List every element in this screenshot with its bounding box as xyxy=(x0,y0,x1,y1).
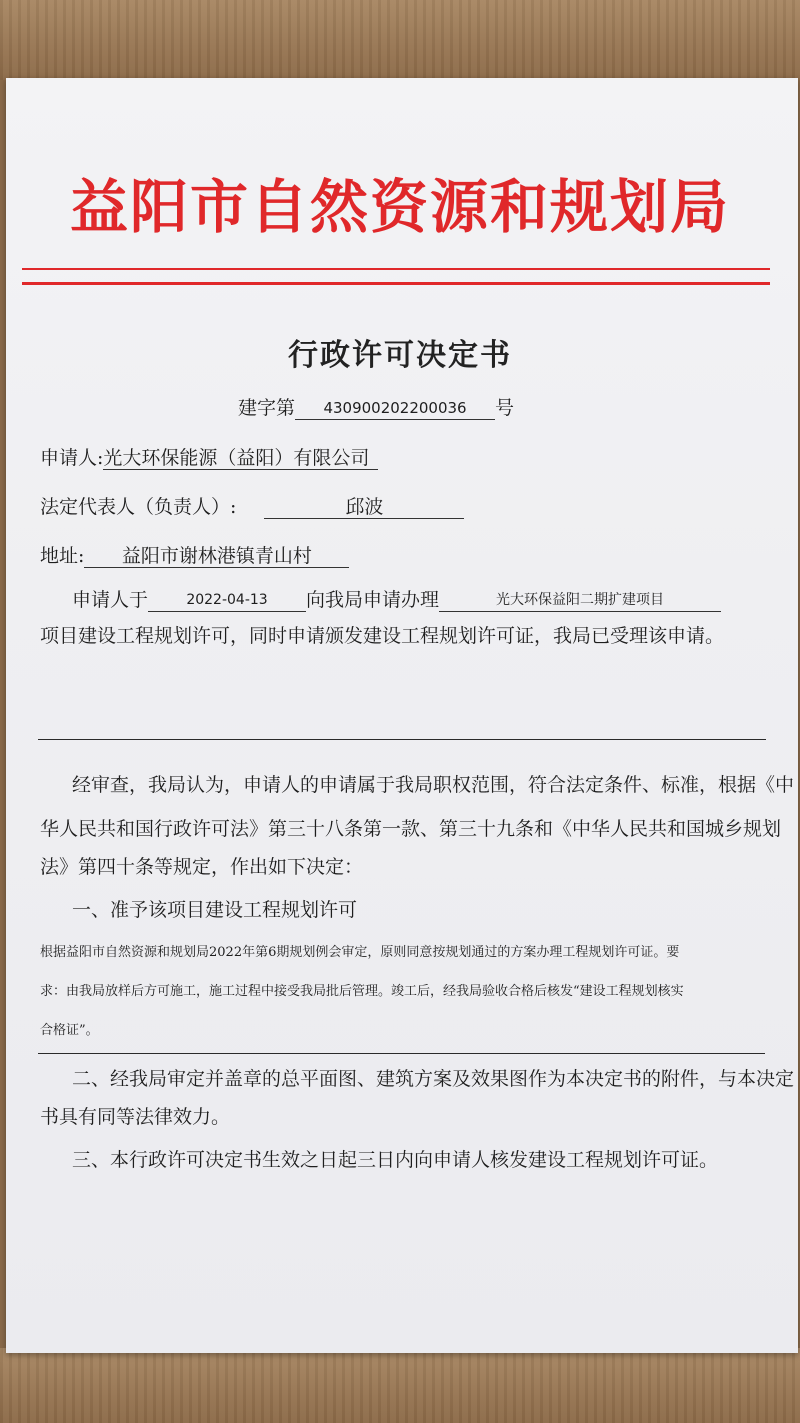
legal-rep-label: 法定代表人（负责人）: xyxy=(40,496,237,518)
decision-item-2-line-2: 书具有同等法律效力。 xyxy=(40,1106,231,1128)
doc-number-suffix: 号 xyxy=(495,397,515,419)
legal-rep-value: 邱波 xyxy=(264,496,464,519)
decision-1-detail-line-1: 根据益阳市自然资源和规划局2022年第6期规划例会审定，原则同意按规划通过的方案办理工程规划许可证。要 xyxy=(40,945,680,960)
review-line-1: 经审查，我局认为，申请人的申请属于我局职权范围，符合法定条件、标准，根据《中 xyxy=(72,774,795,796)
address-label: 地址: xyxy=(40,545,85,567)
blank-fill-rule xyxy=(38,739,766,740)
review-line-2: 华人民共和国行政许可法》第三十八条第一款、第三十九条和《中华人民共和国城乡规划 xyxy=(40,818,782,840)
review-line-3: 法》第四十条等规定，作出如下决定： xyxy=(40,856,364,878)
application-line-1 xyxy=(72,585,721,612)
project-name: 光大环保益阳二期扩建项目 xyxy=(439,589,721,612)
doc-number-prefix: 建字第 xyxy=(238,397,296,419)
document-title: 行政许可决定书 xyxy=(288,338,512,373)
address-value: 益阳市谢林港镇青山村 xyxy=(84,545,349,568)
applicant-row xyxy=(40,443,378,470)
application-date: 2022-04-13 xyxy=(148,589,306,612)
application-part-2: 向我局申请办理 xyxy=(306,589,440,611)
application-line-2: 项目建设工程规划许可，同时申请颁发建设工程规划许可证，我局已受理该申请。 xyxy=(40,625,725,647)
red-header-rule-top xyxy=(22,268,770,270)
red-header-rule-bottom xyxy=(22,282,770,285)
organization-header: 益阳市自然资源和规划局 xyxy=(69,173,730,241)
document-number-row xyxy=(238,393,514,420)
doc-number-value: 430900202200036 xyxy=(295,397,495,420)
applicant-label: 申请人: xyxy=(40,447,104,469)
decision-item-3: 三、本行政许可决定书生效之日起三日内向申请人核发建设工程规划许可证。 xyxy=(72,1149,719,1171)
decision-item-2-line-1: 二、经我局审定并盖章的总平面图、建筑方案及效果图作为本决定书的附件，与本决定 xyxy=(72,1068,795,1090)
legal-representative-row xyxy=(40,492,464,519)
decision-1-detail-line-3: 合格证”。 xyxy=(40,1023,99,1038)
decision-1-underline xyxy=(38,1053,765,1054)
decision-item-1: 一、准予该项目建设工程规划许可 xyxy=(72,899,358,921)
wood-table-top xyxy=(0,0,800,80)
address-row xyxy=(40,541,349,568)
decision-1-detail-line-2: 求：由我局放样后方可施工，施工过程中接受我局批后管理。竣工后，经我局验收合格后核发“建设工程规划核实 xyxy=(40,984,684,999)
applicant-value: 光大环保能源（益阳）有限公司 xyxy=(103,447,378,470)
wood-table-bottom xyxy=(0,1348,800,1423)
application-part-1: 申请人于 xyxy=(72,589,149,611)
